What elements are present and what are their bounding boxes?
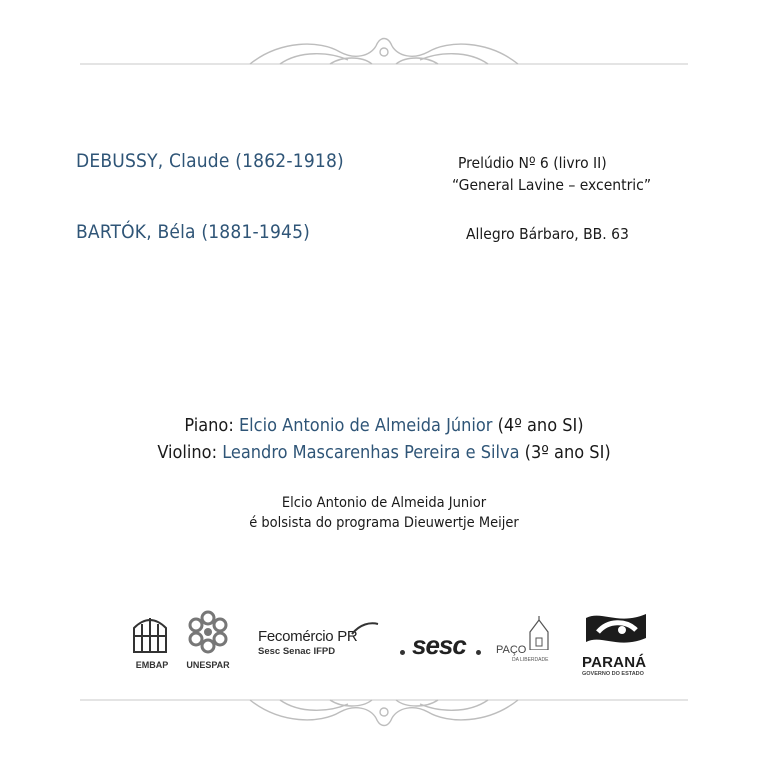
performer-name: Elcio Antonio de Almeida Júnior [238,415,493,436]
performer-name: Leandro Mascarenhas Pereira e Silva [222,442,520,463]
composer-debussy: DEBUSSY, Claude (1862-1918) [76,150,344,172]
embap-label: EMBAP [135,660,169,670]
performer-role: Violino: [157,442,218,463]
unespar-label: UNESPAR [186,660,230,670]
parana-sub-label: GOVERNO DO ESTADO [582,671,644,677]
paco-sub-label: DA LIBERDADE [512,657,549,663]
top-ornament [80,30,688,70]
paco-logo [492,616,562,676]
note-line: Elcio Antonio de Almeida Junior [281,495,487,511]
embap-building-icon [130,610,170,654]
sesc-logo [412,630,476,670]
sponsor-logos [130,610,660,680]
bottom-ornament [80,694,688,734]
composer-bartok: BARTÓK, Béla (1881-1945) [76,221,311,243]
sesc-label: sesc [412,630,466,660]
embap-logo [130,610,174,680]
fecomercio-label: Fecomércio PR [258,628,358,645]
fecomercio-logo [258,628,384,678]
performer-detail: (3º ano SI) [524,442,611,463]
work-title-line: Allegro Bárbaro, BB. 63 [466,225,629,243]
unespar-logo [180,610,236,680]
separator-dot [400,650,405,655]
performer-role: Piano: [184,415,234,436]
fecomercio-sub-label: Sesc Senac IFPD [258,646,336,657]
unespar-flower-icon [180,610,236,654]
scholarship-note [0,493,768,533]
parana-flag-icon [582,610,650,650]
note-line: é bolsista do programa Dieuwertje Meijer [249,515,519,531]
performer-detail: (4º ano SI) [497,415,584,436]
work-subtitle-line: “General Lavine – excentric” [452,176,652,194]
performer-piano [0,412,768,439]
paco-label: PAÇO [496,644,527,656]
separator-dot [476,650,481,655]
parana-logo [582,610,658,680]
parana-label: PARANÁ [582,654,647,671]
performers-block [0,412,768,466]
performer-violin [0,439,768,466]
paco-building-icon [528,616,550,650]
work-title-line: Prelúdio Nº 6 (livro II) [458,154,607,172]
fecomercio-swoosh-icon [350,622,380,636]
